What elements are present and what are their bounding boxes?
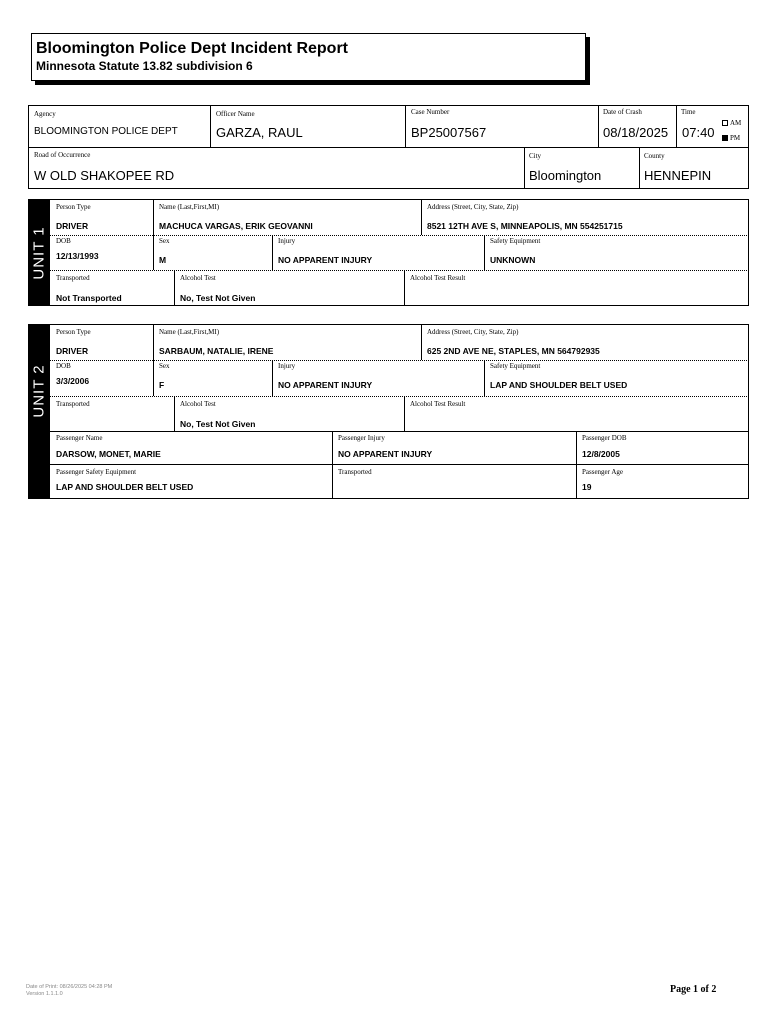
passenger-name-label: Passenger Name <box>56 434 103 442</box>
time-label: Time <box>681 108 696 116</box>
report-title: Bloomington Police Dept Incident Report <box>36 40 348 57</box>
u2-safety-label: Safety Equipment <box>490 362 541 370</box>
unit-2-section <box>28 324 749 499</box>
page-number: Page 1 of 2 <box>670 984 717 995</box>
u1-dob-label: DOB <box>56 237 71 245</box>
u2-person-type-value: DRIVER <box>56 346 89 356</box>
passenger-injury-label: Passenger Injury <box>338 434 385 442</box>
unit-1-section <box>28 199 749 306</box>
case-number-label: Case Number <box>411 108 450 116</box>
passenger-name-value: DARSOW, MONET, MARIE <box>56 449 161 459</box>
u2-injury-value: NO APPARENT INJURY <box>278 380 373 390</box>
u1-injury-label: Injury <box>278 237 296 245</box>
date-value: 08/18/2025 <box>603 125 669 140</box>
u2-name-label: Name (Last,First,MI) <box>159 328 220 336</box>
u2-transported-label: Transported <box>56 400 90 408</box>
u1-person-type-value: DRIVER <box>56 221 89 231</box>
u2-dob-label: DOB <box>56 362 71 370</box>
u1-dob-value: 12/13/1993 <box>56 251 99 261</box>
passenger-dob-value: 12/8/2005 <box>582 449 620 459</box>
u2-dob-value: 3/3/2006 <box>56 376 90 386</box>
road-value: W OLD SHAKOPEE RD <box>34 168 175 183</box>
print-date: Date of Print: 08/26/2025 04:28 PM <box>26 984 113 990</box>
u2-sex-label: Sex <box>159 362 170 370</box>
passenger-safety-label: Passenger Safety Equipment <box>56 468 137 476</box>
u1-safety-value: UNKNOWN <box>490 255 536 265</box>
am-checkbox-row <box>722 119 741 128</box>
pm-checkbox-row <box>722 134 740 143</box>
u2-address-value: 625 2ND AVE NE, STAPLES, MN 564792935 <box>427 346 600 356</box>
pm-checkbox <box>722 135 728 141</box>
road-label: Road of Occurrence <box>34 151 91 159</box>
case-number-value: BP25007567 <box>411 125 487 140</box>
city-value: Bloomington <box>529 168 602 183</box>
u1-transported-label: Transported <box>56 274 90 282</box>
u1-name-value: MACHUCA VARGAS, ERIK GEOVANNI <box>159 221 313 231</box>
unit-1-tab-label: UNIT 1 <box>30 225 48 280</box>
u2-address-label: Address (Street, City, State, Zip) <box>427 328 519 336</box>
county-label: County <box>644 152 665 160</box>
version: Version 1.1.1.0 <box>26 991 63 997</box>
agency-value: BLOOMINGTON POLICE DEPT <box>34 126 178 137</box>
agency-label: Agency <box>34 110 56 118</box>
am-checkbox <box>722 120 728 126</box>
city-label: City <box>529 152 542 160</box>
date-label: Date of Crash <box>603 108 642 116</box>
u2-alcohol-test-label: Alcohol Test <box>180 400 216 408</box>
u1-transported-value: Not Transported <box>56 293 122 303</box>
u1-safety-label: Safety Equipment <box>490 237 541 245</box>
time-value: 07:40 <box>682 125 715 140</box>
county-value: HENNEPIN <box>644 168 712 183</box>
u1-alcohol-test-value: No, Test Not Given <box>180 293 256 303</box>
u2-safety-value: LAP AND SHOULDER BELT USED <box>490 380 628 390</box>
pm-label: PM <box>730 134 741 142</box>
unit-1-tab <box>28 199 50 306</box>
unit-2-tab-label: UNIT 2 <box>30 363 48 418</box>
u1-name-label: Name (Last,First,MI) <box>159 203 220 211</box>
officer-value: GARZA, RAUL <box>216 125 303 140</box>
unit-2-tab <box>28 324 50 499</box>
u1-sex-label: Sex <box>159 237 170 245</box>
u2-sex-value: F <box>159 380 165 390</box>
u2-name-value: SARBAUM, NATALIE, IRENE <box>159 346 274 356</box>
passenger-injury-value: NO APPARENT INJURY <box>338 449 433 459</box>
u2-person-type-label: Person Type <box>56 328 91 336</box>
u1-address-label: Address (Street, City, State, Zip) <box>427 203 519 211</box>
officer-label: Officer Name <box>216 110 255 118</box>
print-info <box>26 984 112 998</box>
passenger-transported-label: Transported <box>338 468 372 476</box>
u1-address-value: 8521 12TH AVE S, MINNEAPOLIS, MN 554251715 <box>427 221 623 231</box>
passenger-safety-value: LAP AND SHOULDER BELT USED <box>56 482 194 492</box>
passenger-age-value: 19 <box>582 482 592 492</box>
u2-alcohol-test-value: No, Test Not Given <box>180 419 256 429</box>
u1-sex-value: M <box>159 255 167 265</box>
report-subtitle: Minnesota Statute 13.82 subdivision 6 <box>36 59 253 73</box>
u1-injury-value: NO APPARENT INJURY <box>278 255 373 265</box>
u1-alcohol-test-label: Alcohol Test <box>180 274 216 282</box>
u1-alcohol-result-label: Alcohol Test Result <box>410 274 466 282</box>
passenger-dob-label: Passenger DOB <box>582 434 627 442</box>
u1-person-type-label: Person Type <box>56 203 91 211</box>
passenger-age-label: Passenger Age <box>582 468 624 476</box>
u2-alcohol-result-label: Alcohol Test Result <box>410 400 466 408</box>
am-label: AM <box>730 119 742 127</box>
u2-injury-label: Injury <box>278 362 296 370</box>
